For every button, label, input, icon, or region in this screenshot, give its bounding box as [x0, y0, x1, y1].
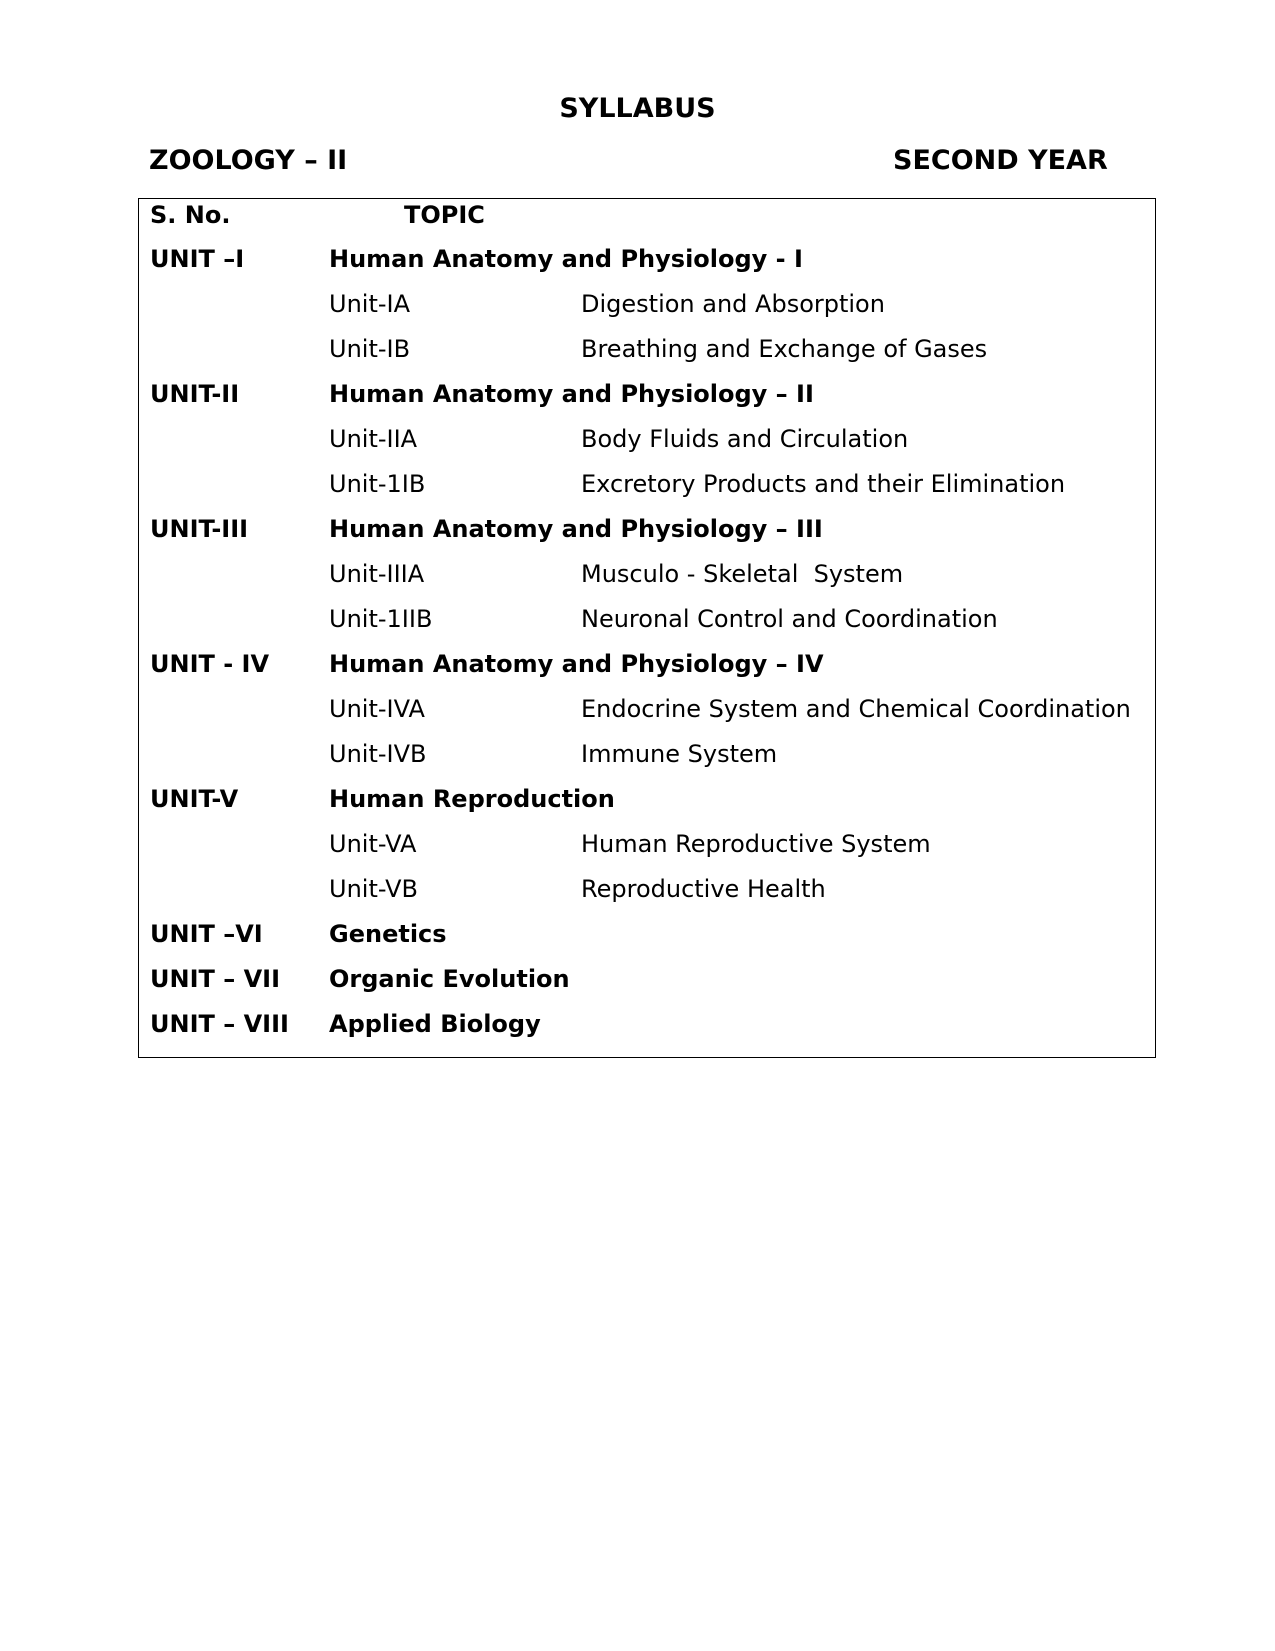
subunit-title: Neuronal Control and Coordination: [581, 605, 998, 633]
subunit-row: [139, 828, 1155, 873]
subunit-row: [139, 558, 1155, 603]
subunit-code: Unit-IVA: [329, 695, 425, 723]
subunit-code: Unit-IIIA: [329, 560, 425, 588]
subunit-title: Immune System: [581, 740, 778, 768]
subunit-title: Body Fluids and Circulation: [581, 425, 909, 453]
unit-code: UNIT-V: [150, 785, 239, 813]
unit-title: Human Anatomy and Physiology – III: [329, 515, 823, 543]
year-label: SECOND YEAR: [893, 145, 1108, 176]
unit-row: [139, 963, 1155, 1008]
subunit-title: Excretory Products and their Elimination: [581, 470, 1066, 498]
subunit-row: [139, 423, 1155, 468]
subunit-row: [139, 333, 1155, 378]
subunit-code: Unit-IA: [329, 290, 411, 318]
subunit-title: Reproductive Health: [581, 875, 826, 903]
unit-code: UNIT – VII: [150, 965, 281, 993]
unit-title: Organic Evolution: [329, 965, 570, 993]
subunit-title: Musculo - Skeletal System: [581, 560, 904, 588]
unit-title: Human Reproduction: [329, 785, 615, 813]
unit-code: UNIT-III: [150, 515, 249, 543]
sno-header: S. No.: [150, 201, 231, 229]
subunit-code: Unit-VA: [329, 830, 417, 858]
unit-row: [139, 918, 1155, 963]
unit-code: UNIT-II: [150, 380, 240, 408]
subunit-row: [139, 288, 1155, 333]
unit-row: [139, 1008, 1155, 1053]
unit-title: Human Anatomy and Physiology – IV: [329, 650, 824, 678]
subunit-row: [139, 603, 1155, 648]
unit-title: Applied Biology: [329, 1010, 541, 1038]
subunit-title: Digestion and Absorption: [581, 290, 885, 318]
unit-title: Human Anatomy and Physiology - I: [329, 245, 803, 273]
syllabus-table: [138, 198, 1156, 1058]
subunit-code: Unit-IB: [329, 335, 411, 363]
subject-title: ZOOLOGY – II: [149, 145, 348, 176]
subunit-code: Unit-1IIB: [329, 605, 433, 633]
page-title: SYLLABUS: [559, 93, 716, 124]
unit-code: UNIT - IV: [150, 650, 270, 678]
unit-row: [139, 378, 1155, 423]
subunit-code: Unit-1IB: [329, 470, 426, 498]
subunit-title: Human Reproductive System: [581, 830, 931, 858]
subunit-code: Unit-VB: [329, 875, 418, 903]
unit-row: [139, 513, 1155, 558]
unit-title: Human Anatomy and Physiology – II: [329, 380, 814, 408]
subunit-title: Breathing and Exchange of Gases: [581, 335, 988, 363]
unit-code: UNIT – VIII: [150, 1010, 289, 1038]
unit-row: [139, 648, 1155, 693]
unit-title: Genetics: [329, 920, 447, 948]
subunit-row: [139, 693, 1155, 738]
subunit-row: [139, 873, 1155, 918]
subunit-code: Unit-IVB: [329, 740, 427, 768]
unit-code: UNIT –I: [150, 245, 245, 273]
topic-header: TOPIC: [404, 201, 485, 229]
unit-row: [139, 243, 1155, 288]
unit-row: [139, 783, 1155, 828]
subunit-row: [139, 738, 1155, 783]
table-header-row: [139, 199, 1155, 244]
subunit-row: [139, 468, 1155, 513]
subunit-title: Endocrine System and Chemical Coordination: [581, 695, 1131, 723]
subunit-code: Unit-IIA: [329, 425, 418, 453]
unit-code: UNIT –VI: [150, 920, 263, 948]
